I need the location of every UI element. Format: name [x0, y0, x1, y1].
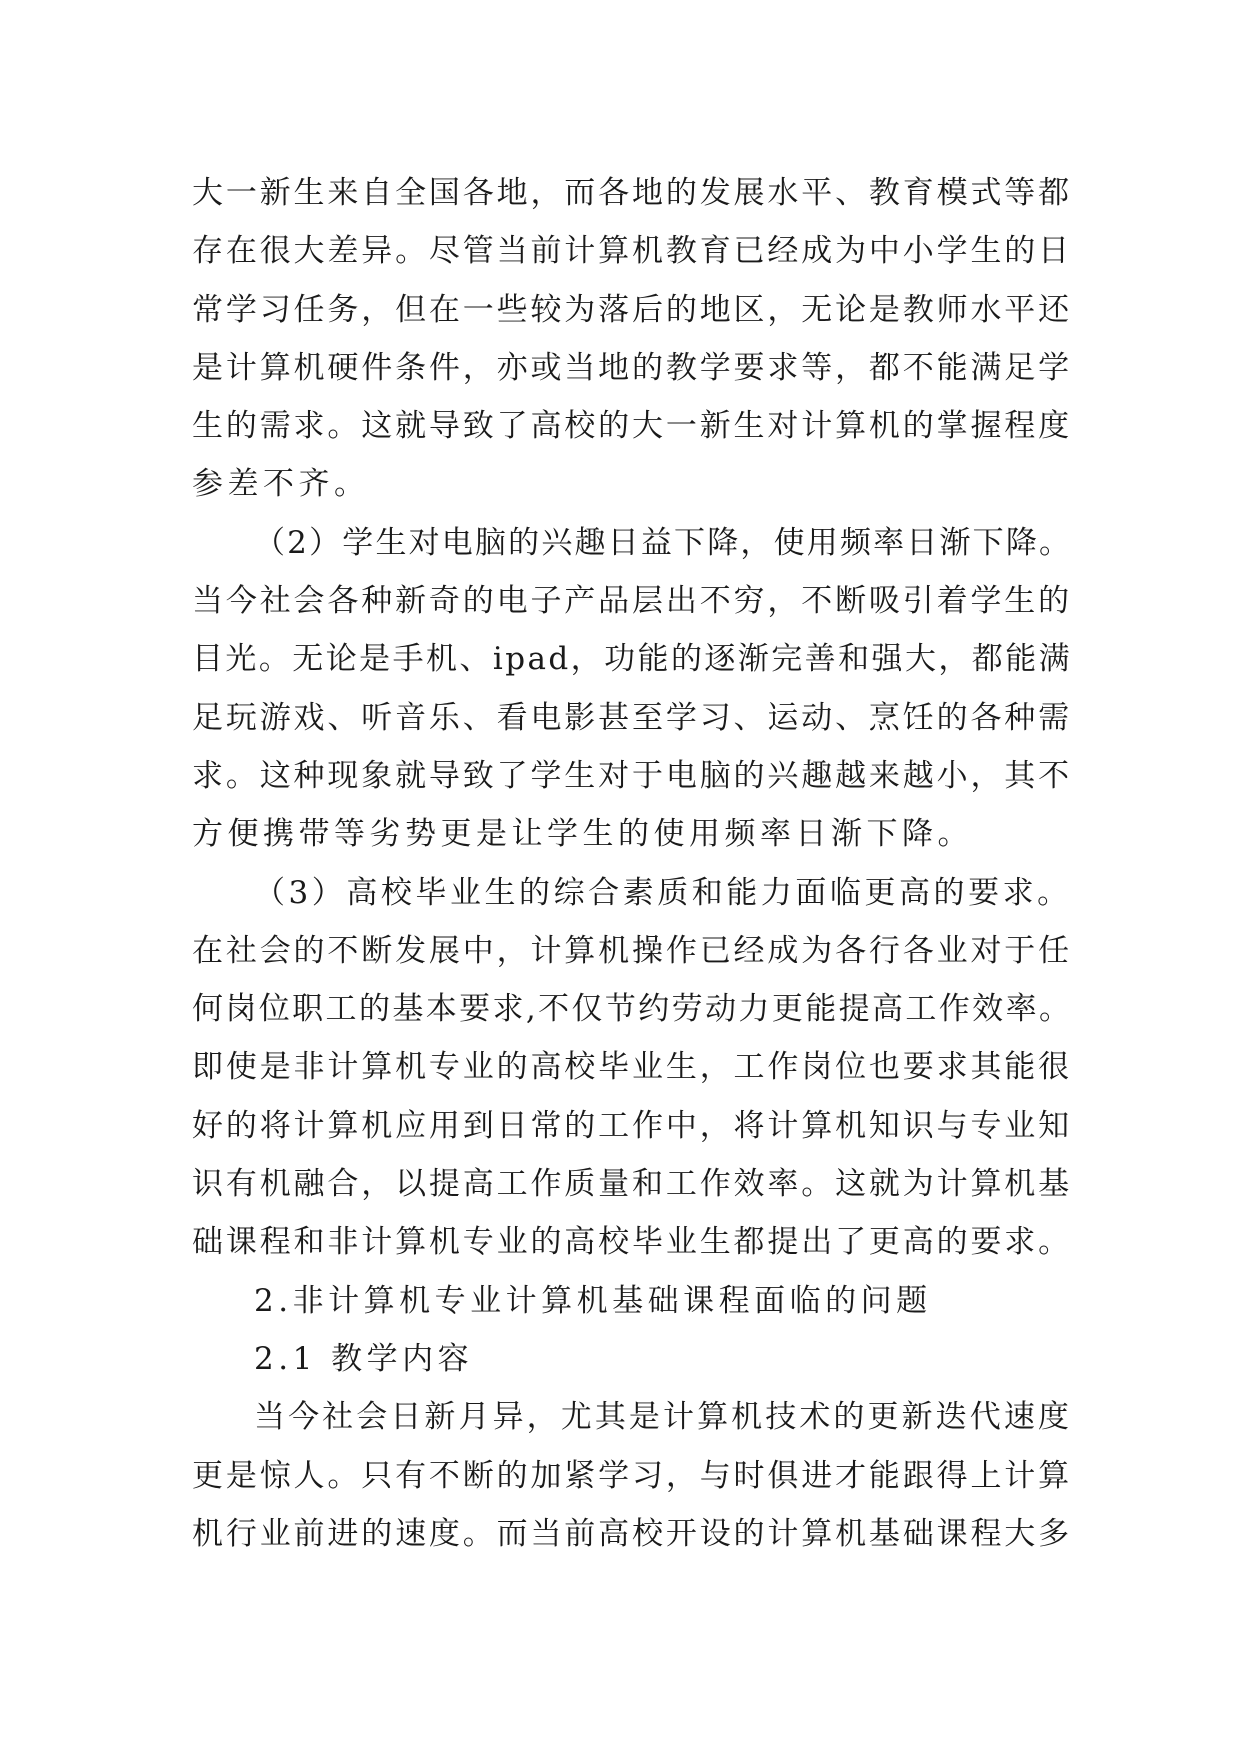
text-line: 机行业前进的速度。而当前高校开设的计算机基础课程大多 — [192, 1515, 1072, 1552]
text-line: 识有机融合，以提高工作质量和工作效率。这就为计算机基 — [192, 1166, 1072, 1203]
text-line: 参差不齐。 — [192, 466, 370, 503]
text-line: （2）学生对电脑的兴趣日益下降，使用频率日渐下降。 — [254, 524, 1073, 561]
text-line: 足玩游戏、听音乐、看电影甚至学习、运动、烹饪的各种需 — [192, 699, 1072, 736]
text-line: 当今社会各种新奇的电子产品层出不穷，不断吸引着学生的 — [192, 583, 1072, 620]
text-line: 2.1 教学内容 — [254, 1340, 474, 1377]
text-line: 求。这种现象就导致了学生对于电脑的兴趣越来越小，其不 — [192, 757, 1072, 794]
text-line: 目光。无论是手机、ipad，功能的逐渐完善和强大，都能满 — [192, 641, 1073, 678]
text-line: 何岗位职工的基本要求,不仅节约劳动力更能提高工作效率。 — [192, 991, 1073, 1028]
text-line: 即使是非计算机专业的高校毕业生，工作岗位也要求其能很 — [192, 1049, 1072, 1086]
text-line: 存在很大差异。尽管当前计算机教育已经成为中小学生的日 — [192, 233, 1072, 270]
text-line: 当今社会日新月异，尤其是计算机技术的更新迭代速度 — [254, 1399, 1072, 1436]
body-text — [192, 164, 1073, 1563]
text-line: 生的需求。这就导致了高校的大一新生对计算机的掌握程度 — [192, 408, 1072, 445]
text-line: 础课程和非计算机专业的高校毕业生都提出了更高的要求。 — [192, 1224, 1072, 1261]
text-line: 在社会的不断发展中，计算机操作已经成为各行各业对于任 — [192, 932, 1072, 969]
text-line: 2.非计算机专业计算机基础课程面临的问题 — [254, 1282, 932, 1319]
text-line: 常学习任务，但在一些较为落后的地区，无论是教师水平还 — [192, 291, 1072, 328]
text-line: 方便携带等劣势更是让学生的使用频率日渐下降。 — [192, 816, 973, 853]
text-line: 是计算机硬件条件，亦或当地的教学要求等，都不能满足学 — [192, 349, 1072, 386]
text-line: 大一新生来自全国各地，而各地的发展水平、教育模式等都 — [192, 175, 1072, 211]
text-line: 更是惊人。只有不断的加紧学习，与时俱进才能跟得上计算 — [192, 1457, 1072, 1494]
text-line: 好的将计算机应用到日常的工作中，将计算机知识与专业知 — [192, 1107, 1072, 1144]
text-line: （3）高校毕业生的综合素质和能力面临更高的要求。 — [254, 874, 1072, 911]
